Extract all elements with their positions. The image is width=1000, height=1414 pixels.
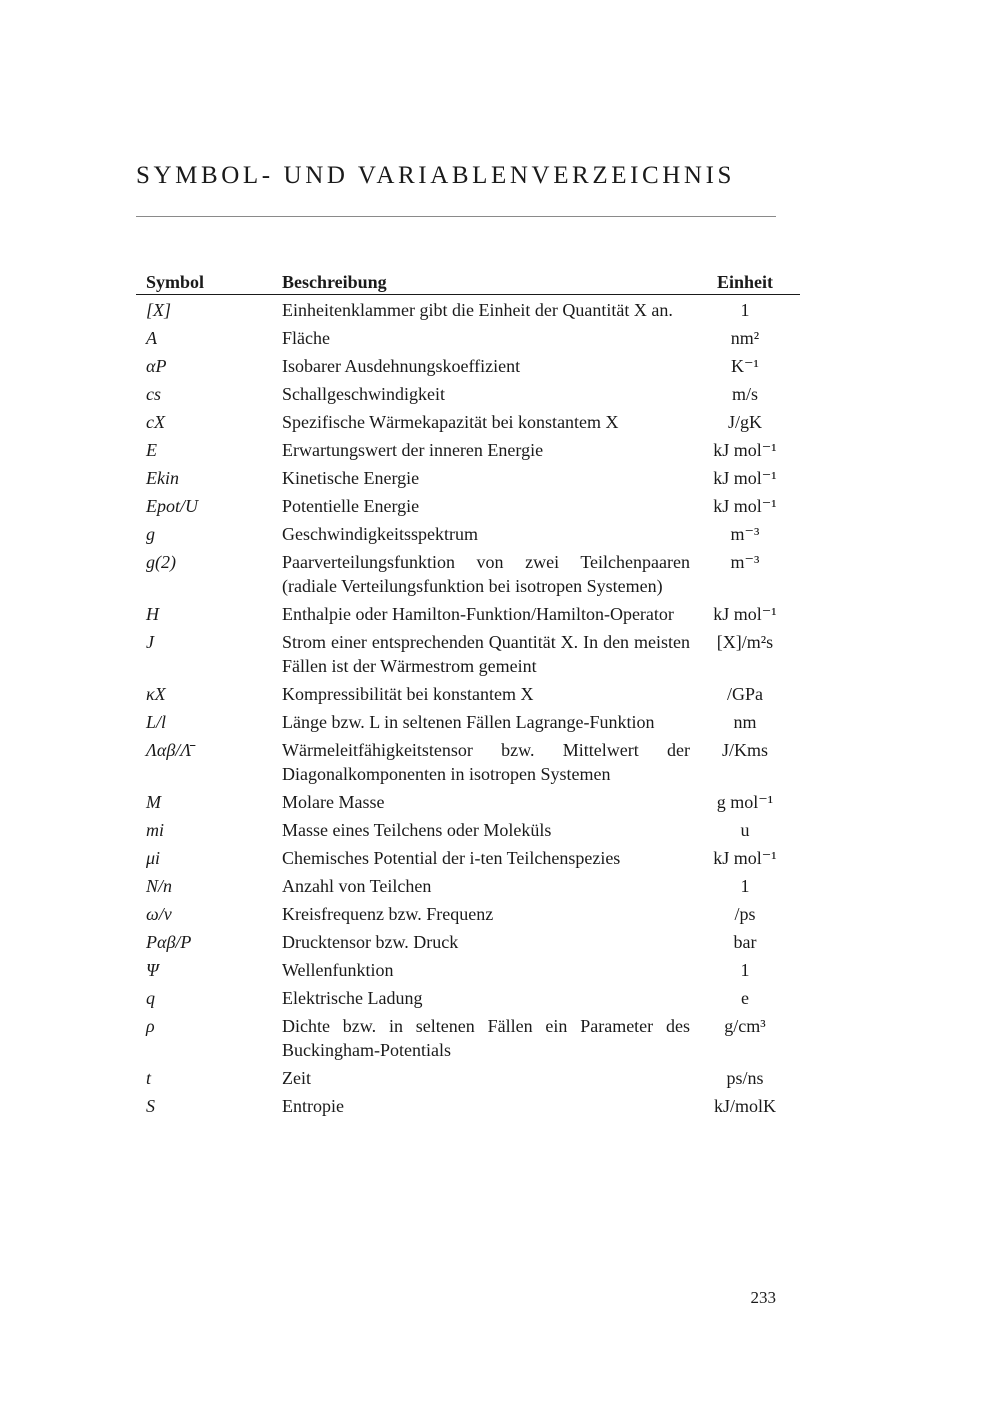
row-symbol: [X] <box>146 300 172 320</box>
row-symbol: g <box>146 524 155 544</box>
chapter-title: SYMBOL- UND VARIABLENVERZEICHNIS <box>136 162 736 189</box>
row-symbol: ρ <box>146 1016 155 1036</box>
table-row <box>136 706 800 734</box>
row-description: Kompressibilität bei konstantem X <box>282 684 534 704</box>
row-description: Einheitenklammer gibt die Einheit der Quantität X an. <box>282 300 673 320</box>
row-description: Drucktensor bzw. Druck <box>282 932 459 952</box>
row-symbol: t <box>146 1068 152 1088</box>
row-unit: m/s <box>731 384 758 404</box>
row-symbol: κX <box>146 684 166 704</box>
row-symbol: cX <box>146 412 165 432</box>
table-row <box>136 598 800 626</box>
row-description: Schallgeschwindigkeit <box>282 384 445 404</box>
symbol-table-header <box>136 266 800 295</box>
row-unit: kJ mol⁻¹ <box>713 604 777 624</box>
row-unit: kJ mol⁻¹ <box>713 468 777 488</box>
table-row <box>136 814 800 842</box>
title-rule <box>136 216 776 217</box>
row-symbol: g(2) <box>146 552 176 572</box>
row-description: Kreisfrequenz bzw. Frequenz <box>282 904 494 924</box>
row-description: Entropie <box>282 1096 344 1116</box>
row-unit: K⁻¹ <box>731 356 759 376</box>
row-unit: /GPa <box>727 684 763 704</box>
page-number: 233 <box>750 1288 776 1307</box>
row-unit: e <box>741 988 749 1008</box>
header-symbol: Symbol <box>136 266 282 295</box>
row-unit: u <box>740 820 750 840</box>
row-unit: m⁻³ <box>730 552 760 572</box>
table-row <box>136 898 800 926</box>
row-unit: bar <box>733 932 757 952</box>
row-description: Masse eines Teilchens oder Moleküls <box>282 820 552 840</box>
header-description: Beschreibung <box>282 266 690 295</box>
row-description: Spezifische Wärmekapazität bei konstantem X <box>282 412 619 432</box>
row-unit: J/gK <box>727 412 762 432</box>
row-unit: J/Kms <box>721 740 768 760</box>
row-unit: g/cm³ <box>724 1016 766 1036</box>
row-symbol: L/l <box>146 712 167 732</box>
row-unit: kJ mol⁻¹ <box>713 496 777 516</box>
header-row <box>136 266 800 295</box>
row-unit: ps/ns <box>726 1068 764 1088</box>
table-row <box>136 678 800 706</box>
row-description: Erwartungswert der inneren Energie <box>282 440 544 460</box>
row-description: Fläche <box>282 328 330 348</box>
row-symbol: αP <box>146 356 167 376</box>
row-symbol: Pαβ/P <box>146 932 192 952</box>
row-description: Enthalpie oder Hamilton-Funktion/Hamilton-Operator <box>282 604 674 624</box>
table-row <box>136 1090 800 1118</box>
table-row <box>136 406 800 434</box>
row-unit: 1 <box>740 300 750 320</box>
row-symbol: mi <box>146 820 164 840</box>
table-row <box>136 434 800 462</box>
row-symbol: Ekin <box>146 468 179 488</box>
table-row <box>136 490 800 518</box>
row-description: Länge bzw. L in seltenen Fällen Lagrange-Funktion <box>282 712 655 732</box>
row-description: Anzahl von Teilchen <box>282 876 432 896</box>
row-description: Wärmeleitfähigkeitstensor bzw. Mittelwert der Diagonalkomponenten in isotropen Systemen <box>282 740 690 784</box>
row-description: Strom einer entsprechenden Quantität X. In den meisten Fällen ist der Wärmestrom gemeint <box>282 632 690 676</box>
row-symbol: Λαβ/Λ̄ <box>146 740 192 760</box>
symbol-table-body <box>136 295 800 1119</box>
table-row <box>136 786 800 814</box>
row-unit: kJ/molK <box>713 1096 776 1116</box>
row-description: Isobarer Ausdehnungskoeffizient <box>282 356 521 376</box>
row-symbol: ω/ν <box>146 904 172 924</box>
symbol-table <box>136 266 800 1118</box>
row-symbol: A <box>146 328 157 348</box>
table-row <box>136 1062 800 1090</box>
row-description: Dichte bzw. in seltenen Fällen ein Parameter des Buckingham-Potentials <box>282 1016 690 1060</box>
row-unit: m⁻³ <box>730 524 760 544</box>
table-row <box>136 842 800 870</box>
row-symbol: S <box>146 1096 155 1116</box>
row-description: Potentielle Energie <box>282 496 420 516</box>
table-row <box>136 546 800 598</box>
table-row <box>136 734 800 786</box>
table-row <box>136 378 800 406</box>
header-unit: Einheit <box>690 266 800 295</box>
row-description: Wellenfunktion <box>282 960 394 980</box>
table-row <box>136 462 800 490</box>
row-unit: g mol⁻¹ <box>716 792 774 812</box>
row-unit: /ps <box>734 904 756 924</box>
row-symbol: q <box>146 988 155 1008</box>
row-symbol: H <box>146 604 159 624</box>
table-row <box>136 350 800 378</box>
table-row <box>136 295 800 323</box>
table-row <box>136 926 800 954</box>
row-description: Molare Masse <box>282 792 385 812</box>
row-symbol: J⃗ <box>146 632 168 652</box>
table-row <box>136 870 800 898</box>
row-symbol: M <box>146 792 161 812</box>
row-symbol: N/n <box>146 876 173 896</box>
row-description: Geschwindigkeitsspektrum <box>282 524 478 544</box>
table-row <box>136 982 800 1010</box>
row-description: Zeit <box>282 1068 311 1088</box>
row-description: Chemisches Potential der i-ten Teilchenspezies <box>282 848 621 868</box>
row-description: Elektrische Ladung <box>282 988 423 1008</box>
table-row <box>136 322 800 350</box>
row-unit: nm <box>733 712 757 732</box>
row-symbol: Ψ <box>146 960 159 980</box>
row-unit: 1 <box>740 960 750 980</box>
row-unit: 1 <box>740 876 750 896</box>
row-description: Paarverteilungsfunktion von zwei Teilchenpaaren (radiale Verteilungsfunktion bei isotropen Systemen) <box>282 552 690 596</box>
row-unit: nm² <box>730 328 760 348</box>
row-symbol: E <box>146 440 157 460</box>
row-symbol: μi <box>146 848 161 868</box>
row-symbol: Epot/U <box>146 496 198 516</box>
row-unit: kJ mol⁻¹ <box>713 848 777 868</box>
table-row <box>136 626 800 678</box>
table-row <box>136 1010 800 1062</box>
row-description: Kinetische Energie <box>282 468 420 488</box>
row-unit: [X]/m²s <box>716 632 774 652</box>
table-row <box>136 954 800 982</box>
row-unit: kJ mol⁻¹ <box>713 440 777 460</box>
table-row <box>136 518 800 546</box>
row-symbol: cs <box>146 384 161 404</box>
